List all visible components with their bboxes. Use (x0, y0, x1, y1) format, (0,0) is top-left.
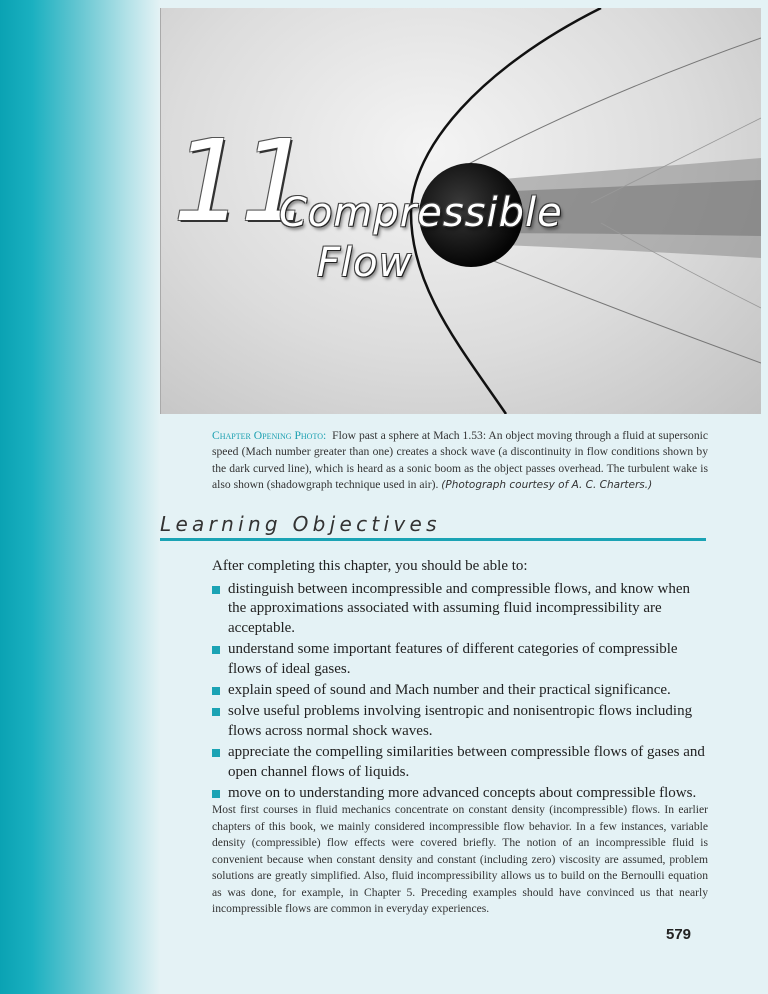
oblique-shock-upper (461, 38, 761, 168)
photo-caption (212, 428, 708, 494)
list-item-text: solve useful problems involving isentropic and nonisentropic flows including flows across normal shock waves. (228, 703, 693, 739)
chapter-number: 11 (173, 117, 308, 247)
page-number: 579 (666, 926, 692, 943)
list-item-text: distinguish between incompressible and compressible flows, and know when the approximations associated with assuming fluid incompressibility are acceptable. (228, 581, 690, 636)
oblique-shock-lower (461, 248, 761, 363)
square-bullet-icon (212, 586, 220, 594)
caption-text: Flow past a sphere at Mach 1.53: An object moving through a fluid at supersonic speed (Mach number greater than one) creates a shock wave (a discontinuity in flow conditions shown by the dark curved line), which is heard as a sonic boom as the object passes overhead. The turbulent wake is also shown (shadowgraph technique used in air). (212, 429, 708, 492)
caption-label: Chapter Opening Photo: (212, 429, 327, 442)
list-item-text: appreciate the compelling similarities between compressible flows of gases and open channel flows of liquids. (228, 744, 705, 780)
chapter-title-line-2: Flow (317, 240, 413, 286)
square-bullet-icon (212, 790, 220, 798)
heading-rule (160, 538, 706, 541)
list-item (212, 702, 712, 741)
body-paragraph: Most first courses in fluid mechanics concentrate on constant density (incompressible) flows. In earlier chapters of this book, we mainly considered incompressible flow behavior. In a few instances, variable density (compressible) flow effects were covered briefly. The notion of an incompressible fluid is convenient because when constant density and constant (including zero) viscosity are assumed, problem solutions are greatly simplified. Also, fluid incompressibility allows us to build on the Bernoulli equation as was done, for example, in Chapter 5. Preceding examples should have convinced us that nearly incompressible flows are common in everyday experiences. (212, 803, 708, 915)
list-item-text: understand some important features of different categories of compressible flows of ideal gases. (228, 641, 678, 677)
square-bullet-icon (212, 646, 220, 654)
learning-objectives-intro: After completing this chapter, you should be able to: (212, 558, 528, 574)
decorative-side-band (0, 0, 160, 994)
square-bullet-icon (212, 687, 220, 695)
list-item (212, 784, 712, 803)
chapter-opening-photo (160, 8, 761, 414)
list-item (212, 640, 712, 679)
learning-objectives-heading: Learning Objectives (160, 512, 441, 536)
square-bullet-icon (212, 749, 220, 757)
learning-objectives-list (212, 580, 712, 805)
list-item (212, 580, 712, 638)
list-item (212, 743, 712, 782)
list-item-text: explain speed of sound and Mach number and their practical significance. (228, 682, 671, 699)
list-item (212, 681, 712, 700)
caption-credit: (Photograph courtesy of A. C. Charters.) (441, 479, 653, 492)
chapter-title-line-1: Compressible (279, 190, 563, 236)
list-item-text: move on to understanding more advanced concepts about compressible flows. (228, 785, 697, 802)
square-bullet-icon (212, 708, 220, 716)
